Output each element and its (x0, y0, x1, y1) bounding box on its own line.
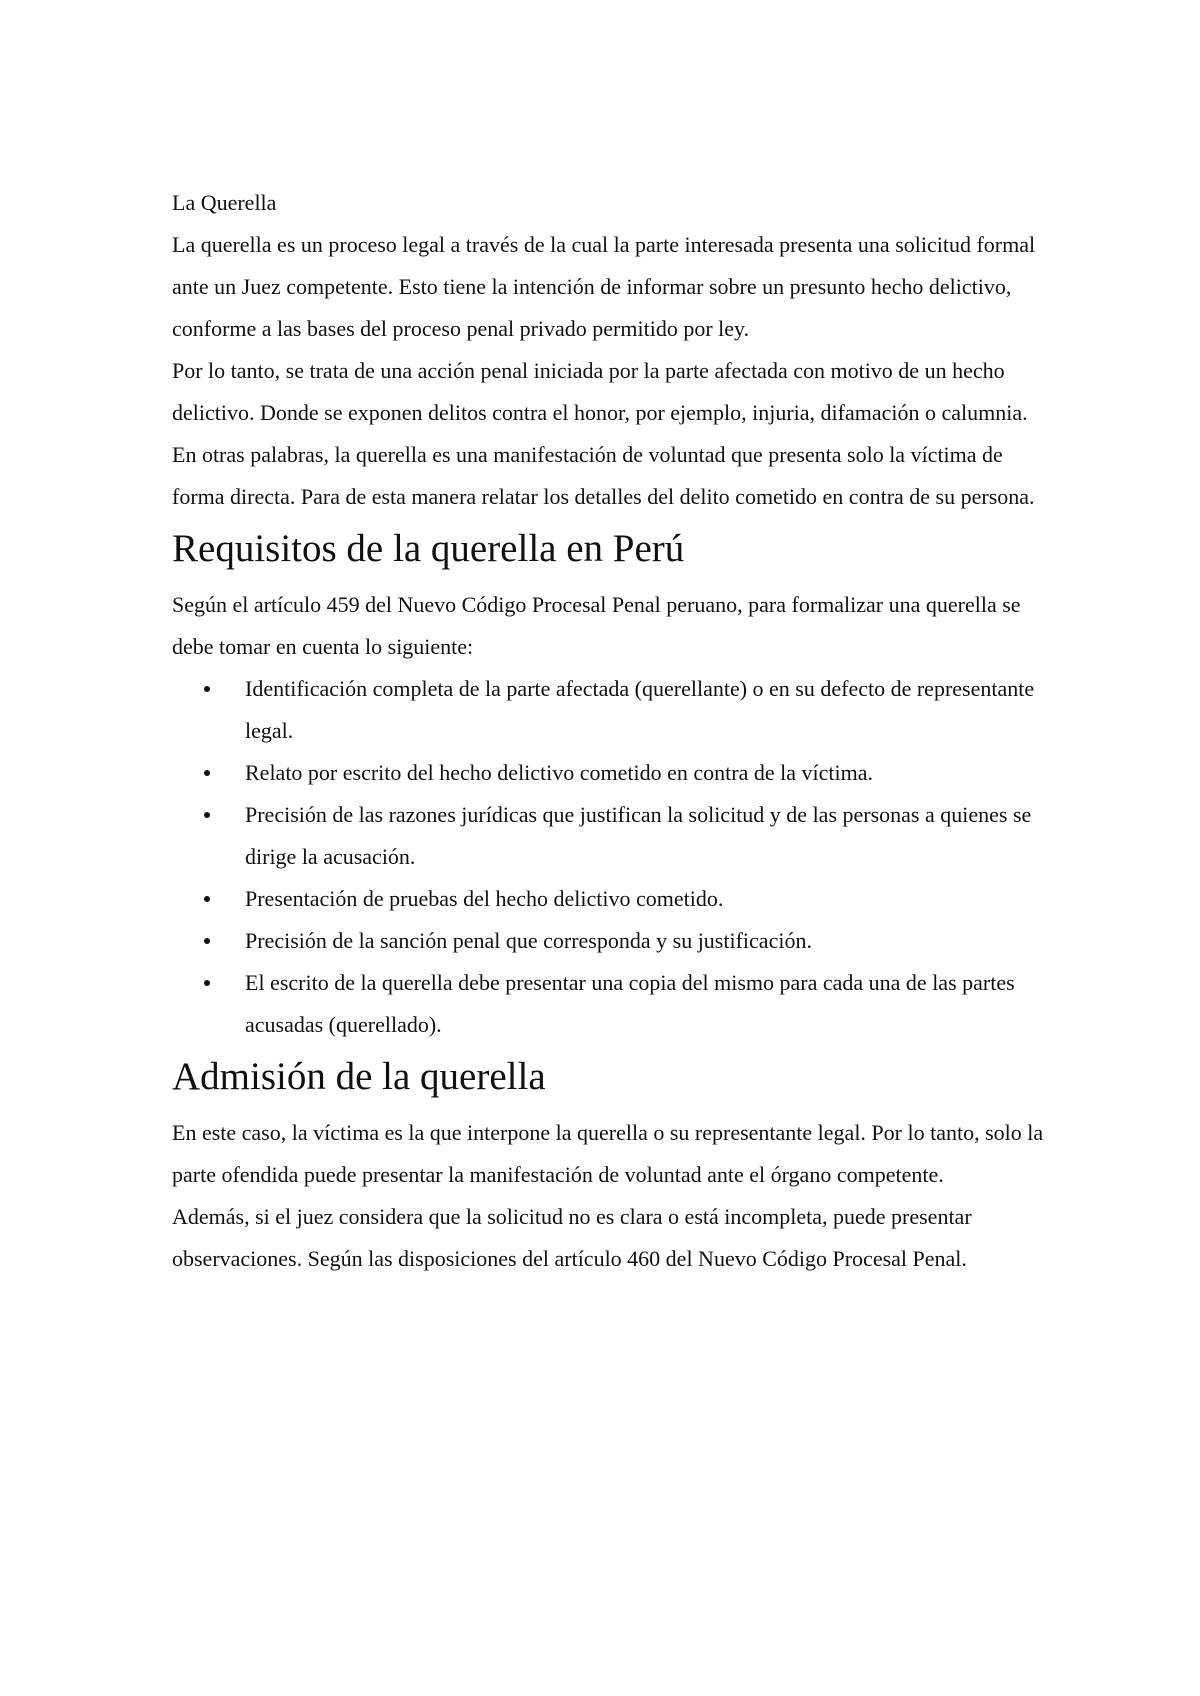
document-title: La Querella (172, 190, 277, 215)
bullet-icon (204, 812, 210, 818)
list-item (172, 794, 1052, 878)
requisitos-heading: Requisitos de la querella en Perú (172, 527, 685, 570)
list-item (172, 878, 1052, 920)
requisitos-list (172, 668, 1052, 1046)
list-item (172, 920, 1052, 962)
list-item-text: Precisión de la sanción penal que corresponda y su justificación. (245, 928, 812, 953)
admision-paragraph-1: En este caso, la víctima es la que interpone la querella o su representante legal. Por lo tanto, solo la parte ofendida puede presentar la manifestación de voluntad ante el órgano competente. (172, 1120, 1044, 1187)
document-page (172, 182, 1052, 1280)
list-item (172, 752, 1052, 794)
bullet-icon (204, 980, 210, 986)
intro-paragraph-1: La querella es un proceso legal a través de la cual la parte interesada presenta una solicitud formal ante un Juez competente. Esto tiene la intención de informar sobre un presunto hecho delictivo, conforme a las bases del proceso penal privado permitido por ley. (172, 232, 1036, 341)
list-item-text: Relato por escrito del hecho delictivo cometido en contra de la víctima. (245, 760, 873, 785)
bullet-icon (204, 896, 210, 902)
list-item-text: Precisión de las razones jurídicas que justifican la solicitud y de las personas a quienes se dirige la acusación. (245, 802, 1032, 869)
list-item-text: El escrito de la querella debe presentar una copia del mismo para cada una de las partes acusadas (querellado). (245, 970, 1015, 1037)
list-item (172, 668, 1052, 752)
bullet-icon (204, 770, 210, 776)
admision-heading: Admisión de la querella (172, 1055, 546, 1098)
intro-paragraph-3: En otras palabras, la querella es una manifestación de voluntad que presenta solo la víctima de forma directa. Para de esta manera relatar los detalles del delito cometido en contra de su persona. (172, 442, 1035, 509)
bullet-icon (204, 686, 210, 692)
list-item-text: Identificación completa de la parte afectada (querellante) o en su defecto de representante legal. (245, 676, 1035, 743)
admision-paragraph-2: Además, si el juez considera que la solicitud no es clara o está incompleta, puede presentar observaciones. Según las disposiciones del artículo 460 del Nuevo Código Procesal Penal. (172, 1204, 972, 1271)
intro-paragraph-2: Por lo tanto, se trata de una acción penal iniciada por la parte afectada con motivo de un hecho delictivo. Donde se exponen delitos contra el honor, por ejemplo, injuria, difamación o calumnia. (172, 358, 1028, 425)
list-item-text: Presentación de pruebas del hecho delictivo cometido. (245, 886, 724, 911)
bullet-icon (204, 938, 210, 944)
list-item (172, 962, 1052, 1046)
requisitos-lead: Según el artículo 459 del Nuevo Código Procesal Penal peruano, para formalizar una querella se debe tomar en cuenta lo siguiente: (172, 592, 1021, 659)
